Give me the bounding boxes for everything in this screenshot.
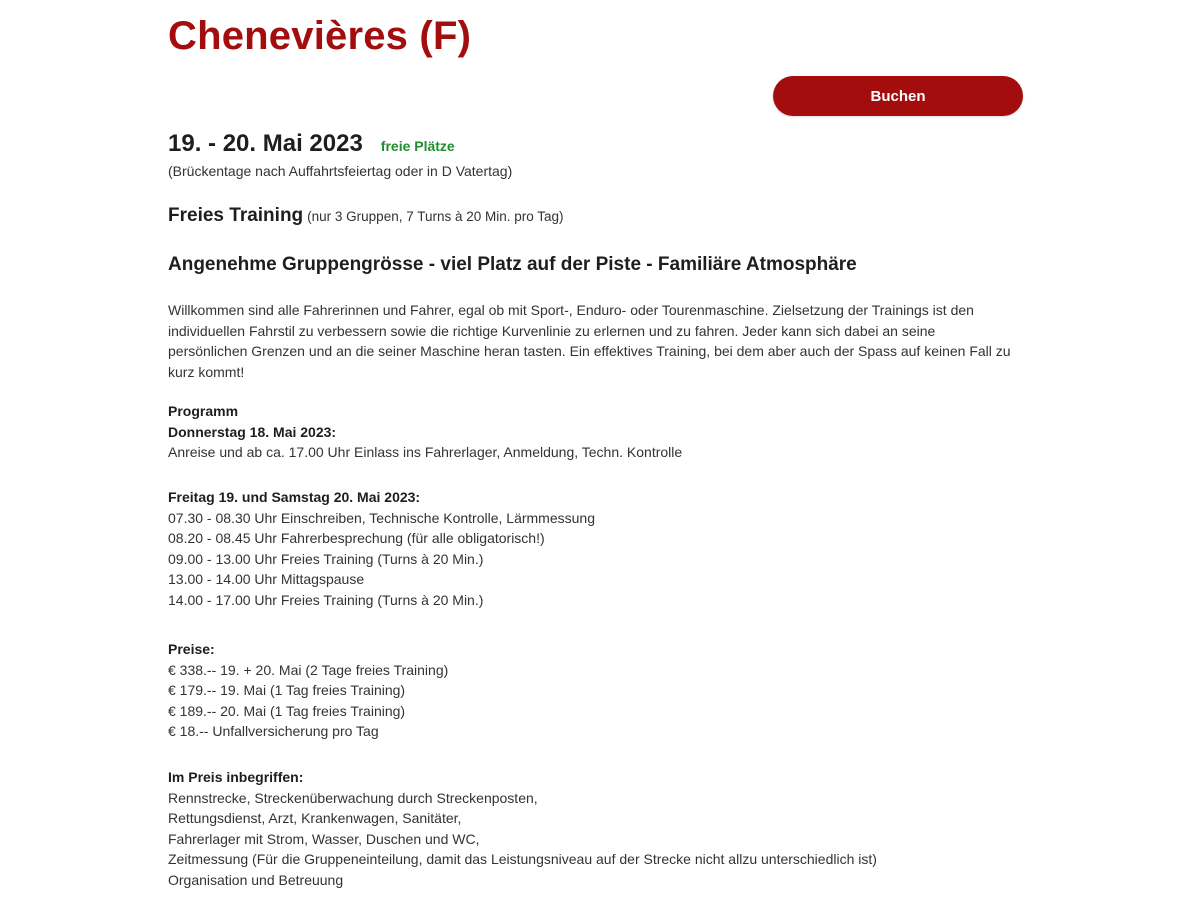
price-line: € 189.-- 20. Mai (1 Tag freies Training) xyxy=(168,702,406,719)
included-line: Fahrerlager mit Strom, Wasser, Duschen und WC, xyxy=(168,830,480,847)
included-line: Rennstrecke, Streckenüberwachung durch Streckenposten, xyxy=(168,789,538,806)
date-note: (Brückentage nach Auffahrtsfeiertag oder in D Vatertag) xyxy=(168,163,513,179)
preise-heading: Preise: xyxy=(168,641,215,657)
day2-heading: Freitag 19. und Samstag 20. Mai 2023: xyxy=(168,489,421,505)
programm-day2-section xyxy=(168,487,595,610)
programm-section xyxy=(168,401,682,463)
included-line: Organisation und Betreuung xyxy=(168,871,344,888)
price-line: € 18.-- Unfallversicherung pro Tag xyxy=(168,723,379,739)
inbegriffen-heading: Im Preis inbegriffen: xyxy=(168,769,304,785)
book-button[interactable]: Buchen xyxy=(773,76,1023,116)
programm-heading: Programm xyxy=(168,403,239,419)
price-line: € 179.-- 19. Mai (1 Tag freies Training) xyxy=(168,682,406,698)
preise-section xyxy=(168,639,448,742)
inbegriffen-section xyxy=(168,767,877,890)
training-type-row xyxy=(168,205,564,227)
intro-paragraph: Willkommen sind alle Fahrerinnen und Fahrer, egal ob mit Sport-, Enduro- oder Tourenmaschine. Zielsetzung der Trainings ist den individuellen Fahrstil zu verbessern sowie die richtige Kurvenlinie zu erlernen und zu fahren. Jeder kann sich dabei an seine persönlichen Grenzen und an die seiner Maschine heran tasten. Ein effektives Training, bei dem aber auch der Spass auf keinen Fall zu kurz kommt! xyxy=(168,302,1011,380)
day1-heading: Donnerstag 18. Mai 2023: xyxy=(168,423,337,440)
included-line: Zeitmessung (Für die Gruppeneinteilung, damit das Leistungsniveau auf der Strecke nicht allzu unterschiedlich ist) xyxy=(168,851,877,867)
day1-line: Anreise und ab ca. 17.00 Uhr Einlass ins Fahrerlager, Anmeldung, Techn. Kontrolle xyxy=(168,444,683,460)
schedule-line: 09.00 - 13.00 Uhr Freies Training (Turns à 20 Min.) xyxy=(168,550,484,567)
included-line: Rettungsdienst, Arzt, Krankenwagen, Sanitäter, xyxy=(168,810,462,826)
availability-badge: freie Plätze xyxy=(380,138,455,154)
event-date-row xyxy=(168,130,455,158)
event-date: 19. - 20. Mai 2023 xyxy=(168,130,363,157)
training-note: (nur 3 Gruppen, 7 Turns à 20 Min. pro Tag) xyxy=(307,209,564,224)
schedule-line: 08.20 - 08.45 Uhr Fahrerbesprechung (für alle obligatorisch!) xyxy=(168,530,545,546)
price-line: € 338.-- 19. + 20. Mai (2 Tage freies Training) xyxy=(168,661,449,678)
event-subheading: Angenehme Gruppengrösse - viel Platz auf der Piste - Familiäre Atmosphäre xyxy=(168,254,857,275)
schedule-line: 07.30 - 08.30 Uhr Einschreiben, Technische Kontrolle, Lärmmessung xyxy=(168,509,595,526)
page-title: Chenevières (F) xyxy=(168,14,472,58)
schedule-line: 13.00 - 14.00 Uhr Mittagspause xyxy=(168,571,365,587)
schedule-line: 14.00 - 17.00 Uhr Freies Training (Turns à 20 Min.) xyxy=(168,591,484,608)
training-title: Freies Training xyxy=(168,205,304,226)
